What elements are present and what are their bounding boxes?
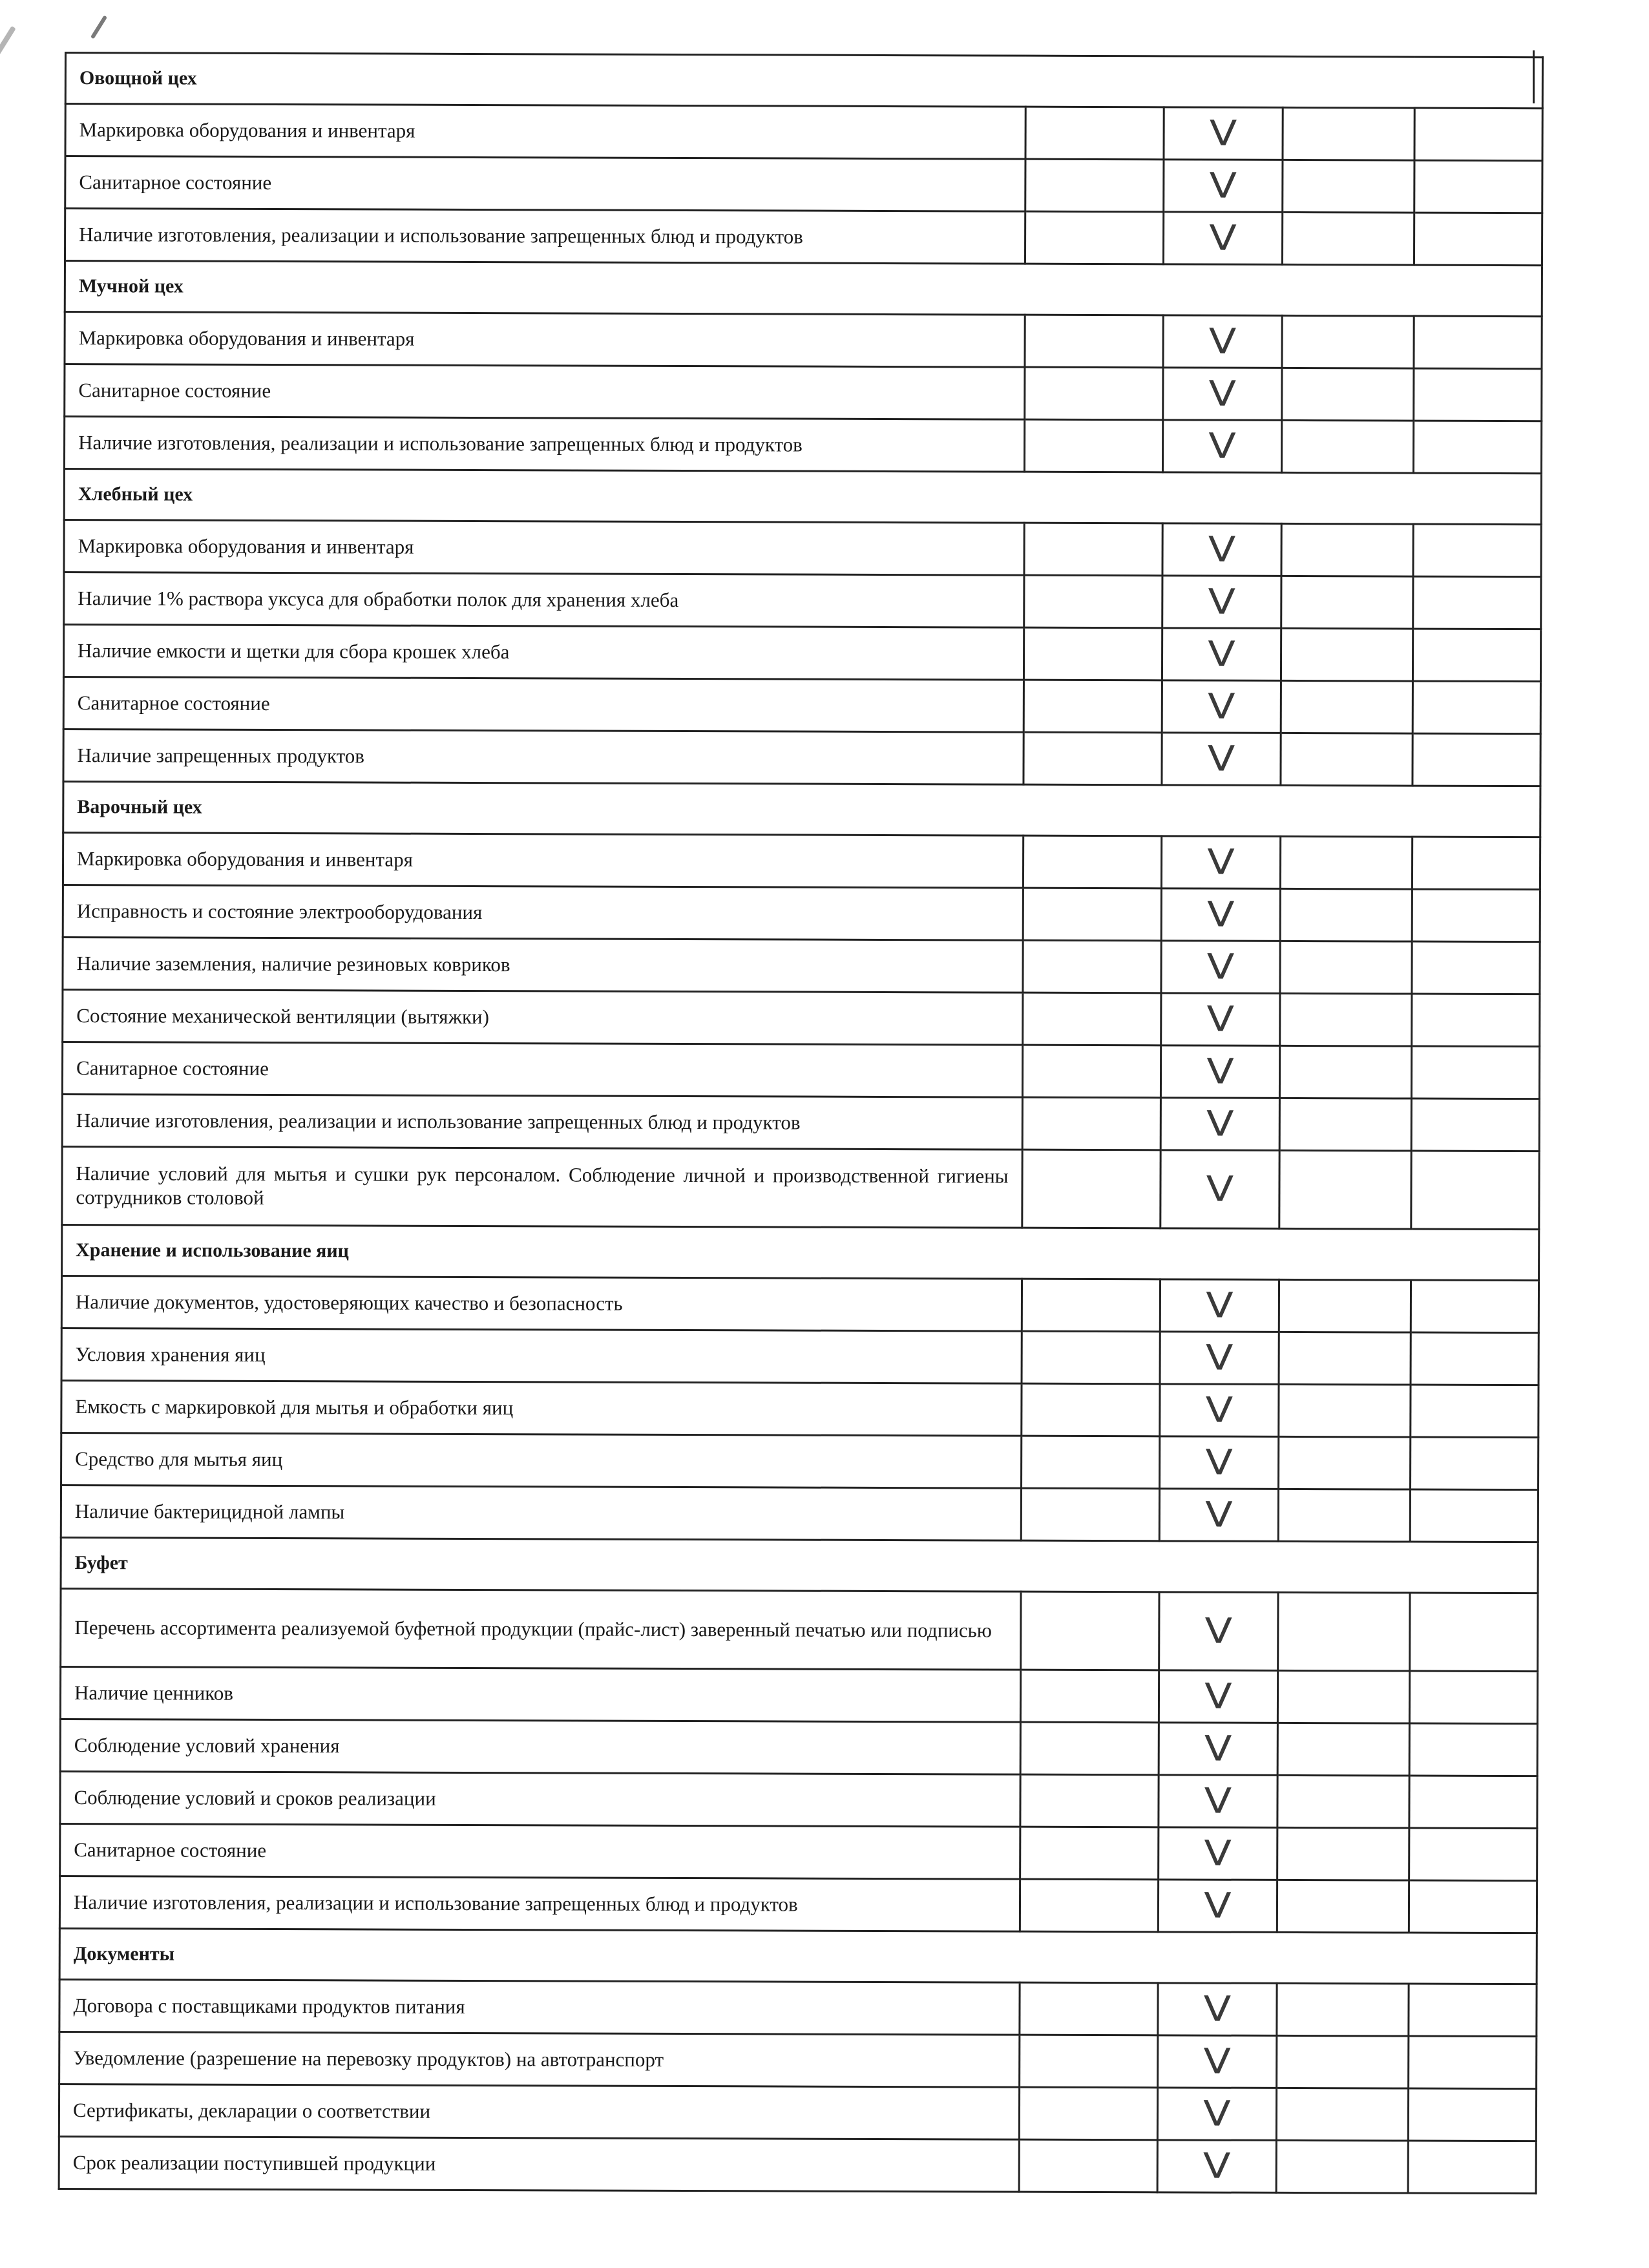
handwritten-check-icon: V — [1208, 529, 1236, 570]
section-title: Хлебный цех — [64, 469, 1541, 525]
checklist-item-row — [59, 2084, 1536, 2141]
checklist-cell-empty — [1019, 2139, 1157, 2192]
checklist-item-text: Перечень ассортимента реализуемой буфетной продукции (прайс-лист) заверенный печатью или подписью — [61, 1588, 1021, 1670]
checklist-item-text: Маркировка оборудования и инвентаря — [65, 104, 1025, 160]
checklist-cell-checked — [1159, 1723, 1277, 1776]
checklist-cell-empty — [1277, 1775, 1409, 1828]
section-title: Буфет — [61, 1537, 1538, 1593]
checklist-item-text: Наличие изготовления, реализации и использование запрещенных блюд и продуктов — [64, 417, 1024, 472]
checklist-cell-empty — [1414, 316, 1542, 369]
checklist-item-text: Маркировка оборудования и инвентаря — [65, 312, 1025, 368]
handwritten-check-icon: V — [1204, 1610, 1233, 1652]
checklist-cell-empty — [1022, 1150, 1161, 1228]
checklist-cell-empty — [1277, 1670, 1409, 1723]
checklist-item-row — [64, 572, 1541, 629]
checklist-item-row — [63, 832, 1540, 889]
checklist-cell-empty — [1279, 1045, 1411, 1098]
scan-pen-mark-tip — [90, 15, 107, 39]
handwritten-check-icon: V — [1208, 373, 1237, 414]
checklist-cell-empty — [1276, 2140, 1408, 2193]
checklist-cell-checked — [1164, 160, 1283, 213]
checklist-cell-empty — [1410, 1593, 1538, 1672]
checklist-cell-checked — [1162, 680, 1281, 733]
handwritten-check-icon: V — [1208, 581, 1236, 622]
checklist-cell-checked — [1161, 941, 1280, 994]
section-header-row — [63, 781, 1540, 837]
checklist-cell-checked — [1158, 2035, 1277, 2088]
handwritten-check-icon: V — [1203, 1988, 1232, 2030]
checklist-cell-checked — [1162, 733, 1281, 786]
checklist-cell-empty — [1281, 523, 1413, 576]
checklist-cell-empty — [1409, 1880, 1537, 1933]
checklist-cell-empty — [1277, 2035, 1409, 2088]
checklist-item-row — [61, 1588, 1538, 1671]
handwritten-check-icon: V — [1206, 998, 1235, 1040]
handwritten-check-icon: V — [1205, 1442, 1233, 1483]
checklist-cell-checked — [1164, 107, 1283, 160]
handwritten-check-icon: V — [1205, 1494, 1233, 1535]
checklist-cell-empty — [1024, 575, 1162, 628]
checklist-cell-empty — [1024, 732, 1162, 785]
checklist-cell-empty — [1021, 1591, 1159, 1670]
checklist-cell-checked — [1160, 1384, 1279, 1437]
checklist-cell-empty — [1279, 1098, 1411, 1151]
section-title: Хранение и использование яиц — [62, 1224, 1539, 1280]
checklist-cell-empty — [1412, 889, 1540, 942]
checklist-cell-empty — [1409, 1776, 1537, 1829]
checklist-cell-empty — [1282, 368, 1414, 421]
checklist-cell-empty — [1414, 213, 1542, 266]
section-header-row — [65, 261, 1542, 317]
checklist-cell-checked — [1159, 1827, 1277, 1880]
handwritten-check-icon: V — [1204, 1675, 1232, 1717]
checklist-item-row — [61, 1380, 1539, 1437]
checklist-cell-empty — [1411, 1437, 1539, 1490]
checklist-item-row — [62, 1042, 1539, 1098]
checklist-cell-checked — [1161, 836, 1280, 889]
checklist-cell-empty — [1414, 160, 1542, 213]
checklist-cell-empty — [1411, 1280, 1539, 1333]
checklist-cell-empty — [1412, 941, 1540, 994]
checklist-cell-checked — [1161, 1045, 1279, 1098]
handwritten-check-icon: V — [1207, 738, 1235, 779]
checklist-item-row — [59, 1876, 1537, 1933]
checklist-cell-empty — [1409, 1671, 1537, 1724]
handwritten-check-icon: V — [1209, 217, 1237, 258]
checklist-cell-empty — [1409, 1984, 1537, 2037]
checklist-cell-empty — [1409, 1723, 1537, 1776]
section-title: Варочный цех — [63, 781, 1540, 837]
checklist-cell-empty — [1023, 992, 1161, 1045]
checklist-cell-checked — [1162, 576, 1281, 629]
checklist-cell-empty — [1024, 680, 1162, 733]
checklist-item-row — [64, 417, 1541, 474]
checklist-cell-empty — [1022, 1097, 1161, 1150]
handwritten-check-icon: V — [1208, 425, 1236, 467]
checklist-cell-empty — [1020, 2035, 1158, 2088]
checklist-item-row — [59, 2136, 1536, 2193]
checklist-cell-empty — [1024, 627, 1162, 680]
checklist-item-text: Состояние механической вентиляции (вытяжки) — [63, 989, 1023, 1045]
checklist-cell-empty — [1022, 1383, 1160, 1436]
checklist-item-row — [65, 209, 1542, 266]
checklist-item-row — [62, 1146, 1539, 1229]
checklist-item-row — [60, 1719, 1537, 1776]
section-header-row — [62, 1224, 1539, 1280]
handwritten-check-icon: V — [1207, 686, 1235, 727]
handwritten-check-icon: V — [1205, 1389, 1234, 1431]
handwritten-check-icon: V — [1206, 1285, 1234, 1326]
checklist-cell-empty — [1277, 1880, 1409, 1933]
checklist-cell-empty — [1278, 1489, 1410, 1542]
section-title: Мучной цех — [65, 261, 1542, 317]
checklist-item-row — [61, 1485, 1538, 1542]
checklist-cell-empty — [1023, 940, 1161, 993]
checklist-cell-empty — [1020, 1774, 1159, 1827]
checklist-item-text: Наличие документов, удостоверяющих качество и безопасность — [61, 1276, 1022, 1331]
checklist-cell-empty — [1281, 680, 1413, 733]
checklist-cell-checked — [1162, 523, 1281, 576]
checklist-cell-empty — [1411, 1151, 1539, 1230]
checklist-item-row — [59, 2032, 1537, 2088]
checklist-item-text: Соблюдение условий хранения — [60, 1719, 1020, 1774]
handwritten-check-icon: V — [1206, 1103, 1234, 1144]
checklist-cell-empty — [1020, 1722, 1159, 1775]
checklist-cell-checked — [1162, 420, 1281, 473]
checklist-cell-empty — [1022, 1331, 1160, 1384]
checklist-cell-empty — [1025, 107, 1164, 160]
checklist-cell-empty — [1408, 2141, 1536, 2194]
checklist-cell-empty — [1280, 836, 1412, 889]
checklist-item-text: Маркировка оборудования и инвентаря — [64, 520, 1024, 576]
checklist-cell-empty — [1413, 421, 1541, 474]
checklist-cell-empty — [1283, 160, 1414, 213]
checklist-cell-empty — [1023, 888, 1161, 941]
checklist-cell-empty — [1281, 576, 1413, 629]
checklist-cell-checked — [1162, 628, 1281, 681]
checklist-cell-empty — [1022, 1279, 1160, 1332]
checklist-item-row — [61, 1433, 1539, 1489]
checklist-item-text: Сертификаты, декларации о соответствии — [59, 2084, 1019, 2139]
handwritten-check-icon: V — [1204, 1832, 1232, 1874]
checklist-cell-empty — [1023, 835, 1161, 888]
checklist-cell-empty — [1411, 1332, 1539, 1385]
checklist-cell-checked — [1160, 1332, 1279, 1385]
checklist-item-row — [59, 1979, 1537, 2036]
handwritten-check-icon: V — [1209, 165, 1237, 206]
checklist-item-text: Санитарное состояние — [63, 677, 1024, 732]
checklist-cell-empty — [1281, 733, 1413, 786]
checklist-item-row — [63, 729, 1540, 786]
checklist-cell-empty — [1022, 1045, 1161, 1098]
checklist-item-text: Наличие изготовления, реализации и использование запрещенных блюд и продуктов — [65, 209, 1025, 264]
checklist-cell-checked — [1157, 2088, 1276, 2141]
checklist-cell-checked — [1159, 1775, 1277, 1828]
checklist-item-row — [60, 1666, 1537, 1723]
checklist-cell-empty — [1411, 1098, 1539, 1151]
handwritten-check-icon: V — [1205, 1337, 1234, 1378]
checklist-cell-empty — [1020, 1982, 1158, 2035]
checklist-cell-empty — [1281, 420, 1413, 473]
checklist-cell-empty — [1413, 576, 1541, 629]
section-header-row — [59, 1928, 1537, 1984]
checklist-cell-empty — [1019, 2087, 1157, 2140]
checklist-item-text: Наличие условий для мытья и сушки рук персоналом. Соблюдение личной и производственной гигиены сотрудников столовой — [62, 1146, 1022, 1228]
checklist-cell-checked — [1163, 315, 1282, 368]
handwritten-check-icon: V — [1203, 2041, 1232, 2082]
checklist-item-text: Наличие запрещенных продуктов — [63, 729, 1024, 784]
checklist-item-text: Санитарное состояние — [60, 1823, 1020, 1879]
checklist-item-text: Наличие изготовления, реализации и использование запрещенных блюд и продуктов — [59, 1876, 1020, 1931]
handwritten-check-icon: V — [1207, 841, 1235, 883]
checklist-item-text: Наличие емкости и щетки для сбора крошек хлеба — [63, 625, 1024, 680]
checklist-cell-empty — [1413, 681, 1540, 734]
checklist-item-row — [61, 1328, 1539, 1385]
checklist-cell-checked — [1163, 368, 1282, 421]
checklist-item-row — [63, 989, 1540, 1046]
inspection-checklist — [58, 52, 1542, 2194]
checklist-cell-empty — [1412, 837, 1540, 890]
checklist-cell-empty — [1281, 628, 1413, 681]
section-header-row — [61, 1537, 1538, 1593]
section-title: Документы — [59, 1928, 1537, 1984]
checklist-item-row — [64, 520, 1541, 577]
checklist-cell-checked — [1158, 1983, 1277, 2036]
checklist-item-text: Исправность и состояние электрооборудования — [63, 885, 1023, 940]
checklist-cell-empty — [1025, 159, 1164, 212]
checklist-cell-empty — [1282, 212, 1414, 265]
checklist-item-row — [65, 312, 1542, 369]
checklist-table — [58, 52, 1544, 2194]
checklist-cell-empty — [1283, 107, 1414, 160]
checklist-cell-empty — [1414, 368, 1542, 421]
checklist-cell-empty — [1414, 108, 1542, 161]
checklist-item-row — [62, 1094, 1539, 1151]
checklist-item-text: Санитарное состояние — [65, 364, 1025, 420]
checklist-cell-checked — [1161, 993, 1280, 1046]
checklist-item-text: Срок реализации поступившей продукции — [59, 2136, 1019, 2192]
checklist-cell-checked — [1163, 212, 1282, 265]
checklist-item-row — [63, 677, 1540, 733]
checklist-item-text: Средство для мытья яиц — [61, 1433, 1022, 1488]
checklist-cell-checked — [1161, 888, 1280, 941]
checklist-cell-checked — [1160, 1279, 1279, 1332]
checklist-cell-checked — [1161, 1150, 1279, 1229]
checklist-cell-empty — [1025, 367, 1163, 420]
checklist-cell-empty — [1279, 1436, 1411, 1489]
checklist-cell-empty — [1277, 1723, 1409, 1776]
checklist-item-row — [63, 937, 1540, 994]
checklist-cell-empty — [1409, 1828, 1537, 1881]
checklist-cell-empty — [1277, 1983, 1409, 2036]
handwritten-check-icon: V — [1204, 1885, 1232, 1926]
checklist-item-text: Наличие ценников — [60, 1666, 1020, 1722]
checklist-cell-empty — [1411, 1046, 1539, 1099]
checklist-item-text: Наличие бактерицидной лампы — [61, 1485, 1021, 1540]
checklist-item-text: Уведомление (разрешение на перевозку продуктов) на автотранспорт — [59, 2032, 1020, 2087]
checklist-cell-checked — [1159, 1670, 1277, 1723]
scan-pen-mark — [0, 26, 16, 138]
checklist-cell-empty — [1410, 1489, 1538, 1542]
checklist-item-text: Санитарное состояние — [65, 156, 1025, 212]
checklist-item-text: Соблюдение условий и сроков реализации — [60, 1771, 1020, 1827]
checklist-cell-empty — [1279, 1332, 1411, 1385]
checklist-item-row — [63, 625, 1540, 682]
checklist-item-text: Условия хранения яиц — [61, 1328, 1022, 1383]
checklist-cell-empty — [1282, 315, 1414, 368]
checklist-cell-checked — [1157, 2140, 1276, 2193]
handwritten-check-icon: V — [1204, 1780, 1232, 1822]
checklist-cell-empty — [1021, 1488, 1159, 1541]
checklist-cell-empty — [1020, 1670, 1159, 1723]
checklist-item-row — [63, 885, 1540, 941]
checklist-cell-empty — [1409, 2036, 1537, 2089]
checklist-cell-empty — [1279, 1384, 1411, 1437]
checklist-cell-empty — [1411, 1385, 1539, 1438]
checklist-item-row — [65, 104, 1542, 161]
checklist-cell-checked — [1159, 1592, 1278, 1671]
handwritten-check-icon: V — [1208, 633, 1235, 675]
checklist-cell-empty — [1276, 2088, 1408, 2141]
checklist-cell-empty — [1412, 994, 1540, 1047]
checklist-cell-empty — [1413, 524, 1541, 577]
checklist-body — [59, 53, 1542, 2194]
checklist-item-row — [61, 1276, 1539, 1332]
checklist-item-row — [65, 364, 1542, 421]
checklist-item-text: Наличие 1% раствора уксуса для обработки полок для хранения хлеба — [64, 572, 1024, 628]
handwritten-check-icon: V — [1203, 2145, 1231, 2187]
handwritten-check-icon: V — [1204, 1728, 1232, 1769]
handwritten-check-icon: V — [1206, 946, 1235, 987]
checklist-cell-empty — [1413, 629, 1540, 682]
checklist-cell-empty — [1278, 1592, 1410, 1671]
checklist-item-text: Санитарное состояние — [62, 1042, 1022, 1097]
checklist-item-text: Наличие заземления, наличие резиновых ковриков — [63, 937, 1023, 992]
section-header-row — [65, 53, 1542, 109]
checklist-cell-empty — [1025, 211, 1163, 264]
checklist-cell-empty — [1280, 993, 1412, 1046]
checklist-item-row — [60, 1823, 1537, 1880]
handwritten-check-icon: V — [1209, 112, 1237, 154]
checklist-cell-empty — [1025, 315, 1163, 368]
checklist-cell-empty — [1020, 1879, 1158, 1932]
checklist-item-text: Договора с поставщиками продуктов питания — [59, 1979, 1020, 2035]
section-title: Овощной цех — [65, 53, 1542, 109]
checklist-cell-checked — [1159, 1489, 1278, 1542]
handwritten-check-icon: V — [1206, 894, 1235, 935]
handwritten-check-icon: V — [1208, 320, 1237, 362]
handwritten-check-icon: V — [1206, 1051, 1234, 1092]
checklist-item-row — [60, 1771, 1537, 1828]
checklist-cell-empty — [1279, 1279, 1411, 1332]
checklist-cell-empty — [1280, 888, 1412, 941]
checklist-cell-empty — [1022, 1436, 1160, 1489]
checklist-cell-empty — [1020, 1827, 1159, 1880]
checklist-item-text: Маркировка оборудования и инвентаря — [63, 832, 1023, 888]
checklist-cell-empty — [1024, 523, 1162, 576]
checklist-cell-empty — [1024, 419, 1162, 472]
checklist-cell-checked — [1160, 1436, 1279, 1489]
checklist-item-text: Наличие изготовления, реализации и использование запрещенных блюд и продуктов — [62, 1094, 1022, 1150]
checklist-cell-empty — [1280, 941, 1412, 994]
checklist-cell-empty — [1277, 1827, 1409, 1880]
checklist-item-text: Емкость с маркировкой для мытья и обработки яиц — [61, 1380, 1022, 1436]
checklist-cell-checked — [1158, 1880, 1277, 1933]
checklist-item-row — [65, 156, 1542, 213]
handwritten-check-icon: V — [1203, 2093, 1231, 2134]
checklist-cell-empty — [1279, 1150, 1411, 1229]
handwritten-check-icon: V — [1206, 1168, 1234, 1210]
section-header-row — [64, 469, 1541, 525]
checklist-cell-checked — [1161, 1098, 1279, 1151]
checklist-cell-empty — [1408, 2088, 1536, 2141]
checklist-cell-empty — [1413, 733, 1540, 786]
